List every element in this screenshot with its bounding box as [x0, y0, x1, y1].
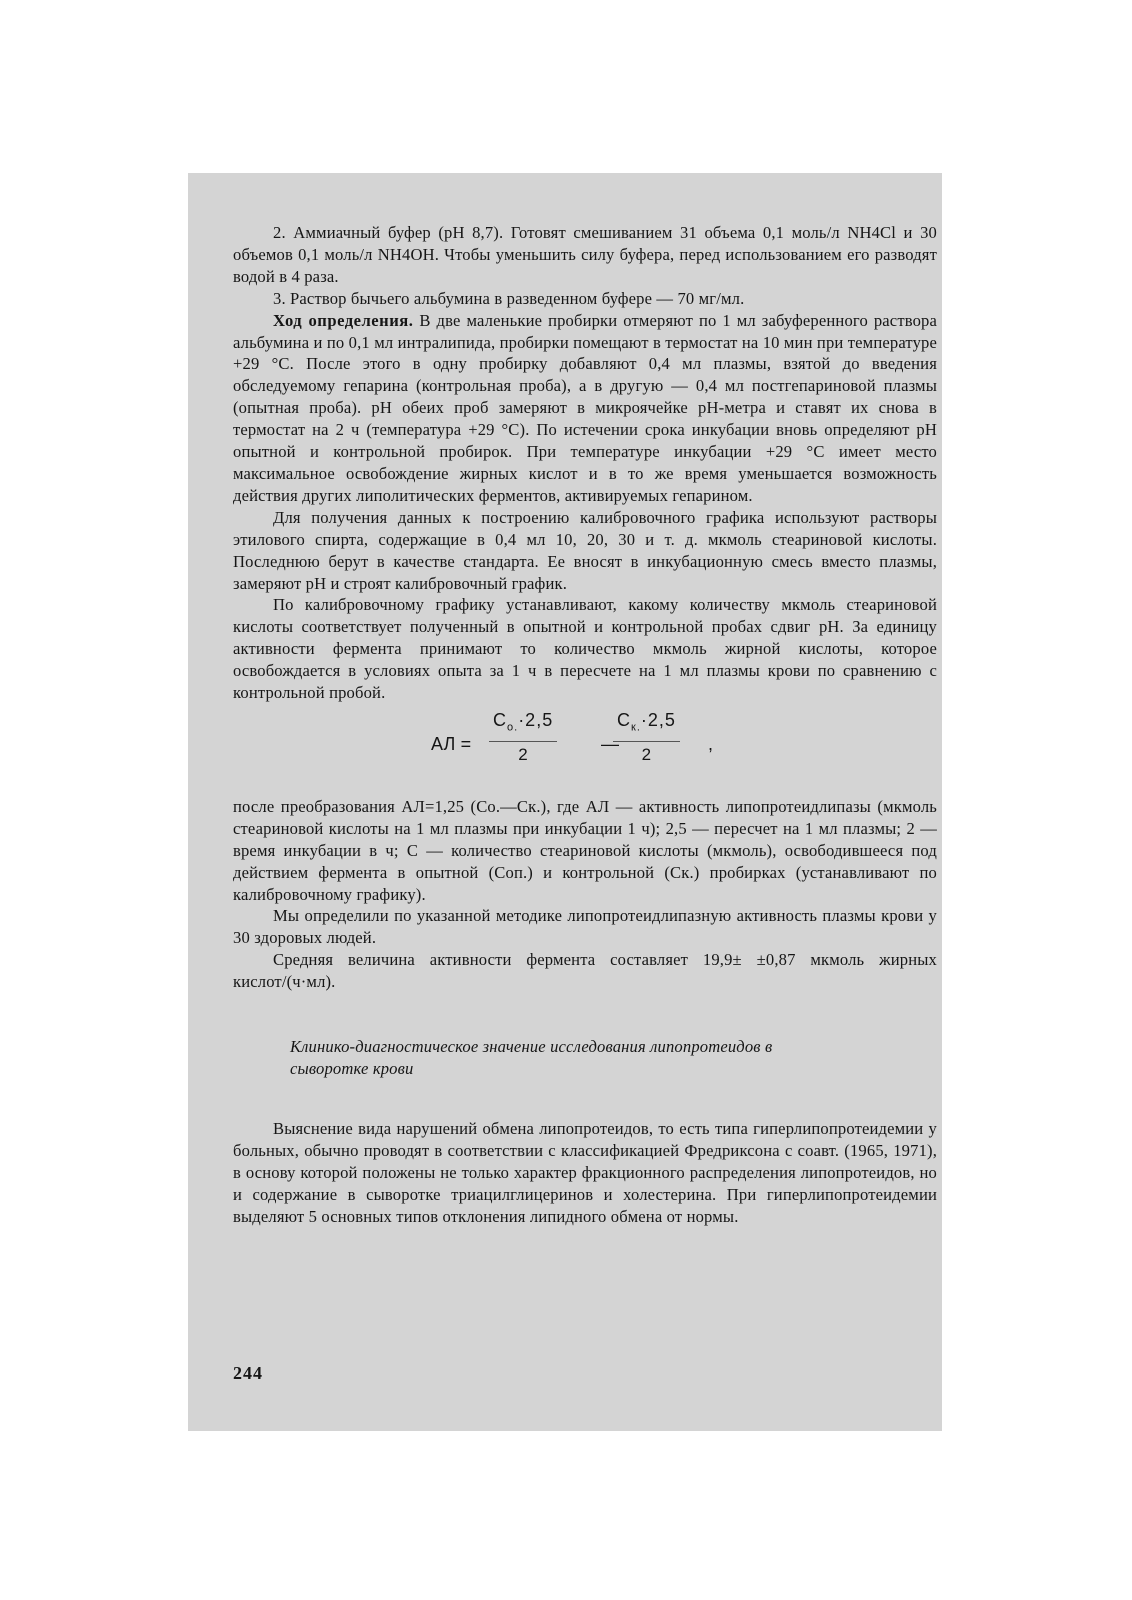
paragraph-classification: Выяснение вида нарушений обмена липопротеидов, то есть типа гиперлипопротеидемии у больных, обычно проводят в соответствии с классификацией Фредриксона с соавт. (1965, 1971), в основу которой положены не только характер фракционного распределения липопротеидов, но и содержание в сыворотке триацилглицеринов и холестерина. При гиперлипопротеидемии выделяют 5 основных типов отклонения липидного обмена от нормы. [233, 1119, 937, 1226]
paragraph-study-result: Мы определили по указанной методике липопротеидлипазную активность плазмы крови у 30 здоровых людей. [233, 906, 937, 948]
paragraph-calibration: Для получения данных к построению калибровочного графика используют растворы этилового спирта, содержащие в 0,4 мл 10, 20, 30 и т. д. мкмоль стеариновой кислоты. Последнюю берут в качестве стандарта. Ее вносят в инкубационную смесь вместо плазмы, замеряют рН и строят калибровочный график. [233, 507, 937, 593]
fraction-2-numerator: $C_{к.}\cdot 2,5$ [613, 710, 680, 743]
page-body [233, 222, 937, 1228]
formula [233, 710, 937, 786]
formula-comma: , [708, 733, 714, 754]
paragraph-procedure [233, 310, 937, 507]
formula-minus: — [601, 733, 620, 754]
procedure-heading: Ход определения. [273, 310, 414, 330]
fraction-1-denominator: 2 [518, 745, 528, 765]
paragraph-activity-unit: По калибровочному графику устанавливают, какому количеству мкмоль стеариновой кислоты соответствует полученный в опытной и контрольной пробах сдвиг рН. За единицу активности фермента принимают то количество мкмоль жирной кислоты, которое освобождается в условиях опыта за 1 ч в пересчете на 1 мл плазмы крови по сравнению с контрольной пробой. [233, 595, 937, 703]
page-number: 244 [233, 1363, 263, 1383]
formula-fraction-1 [489, 710, 557, 766]
paragraph-ammonia-buffer: 2. Аммиачный буфер (рН 8,7). Готовят смешиванием 31 объема 0,1 моль/л NH4Cl и 30 объемов 0,1 моль/л NH4OH. Чтобы уменьшить силу буфера, перед использованием его разводят водой в 4 раза. [233, 223, 937, 286]
fraction-2-denominator: 2 [641, 745, 652, 765]
formula-lhs: АЛ = [431, 733, 472, 754]
fraction-1-numerator: $C_{о.}\cdot 2,5$ [489, 710, 557, 743]
paragraph-formula-explanation: после преобразования АЛ=1,25 (Cо.—Cк.), где АЛ — активность липопротеидлипазы (мкмоль стеариновой кислоты на 1 мл плазмы при инкубации 1 ч); 2,5 — пересчет на 1 мл плазмы; 2 — время инкубации в ч; С — количество стеариновой кислоты (мкмоль), освободившееся под действием фермента в опытной (Cоп.) и контрольной (Cк.) пробирках (устанавливают по калибровочному графику). [233, 796, 937, 904]
procedure-text: В две маленькие пробирки отмеряют по 1 мл забуференного раствора альбумина и по 0,1 мл интралипида, пробирки помещают в термостат на 10 мин при температуре +29 °С. После этого в одну пробирку добавляют 0,4 мл плазмы, взятой до введения обследуемому гепарина (контрольная проба), а в другую — 0,4 мл постгепариновой плазмы (опытная проба). рН обеих проб замеряют в микроячейке рН-метра и ставят их снова в термостат на 2 ч (температура +29 °С). По истечении срока инкубации вновь определяют рН опытной и контрольной пробирок. При температуре инкубации +29 °С имеет место максимальное освобождение жирных кислот и в то же время уменьшается возможность действия других липолитических ферментов, активируемых гепарином. [233, 310, 938, 505]
paragraph-average-activity: Средняя величина активности фермента составляет 19,9± ±0,87 мкмоль жирных кислот/(ч·мл). [233, 950, 937, 992]
formula-fraction-2 [613, 710, 680, 766]
paragraph-albumin-solution: 3. Раствор бычьего альбумина в разведенном буфере — 70 мг/мл. [273, 288, 745, 308]
section-title: Клинико-диагностическое значение исследования липопротеидов в сыворотке крови [290, 1037, 773, 1079]
